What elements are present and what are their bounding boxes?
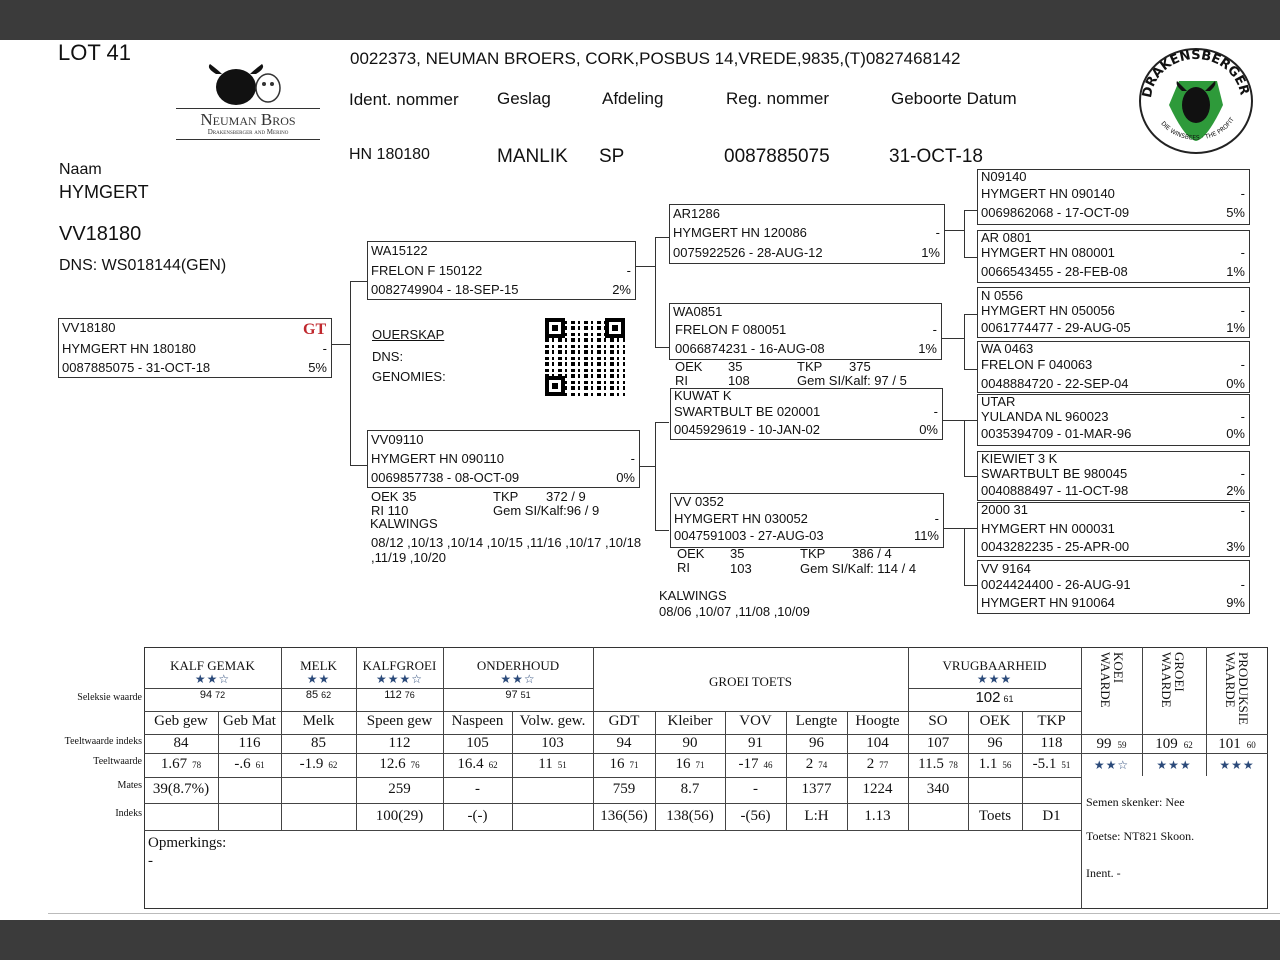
connector: [964, 585, 977, 586]
connector: [964, 314, 977, 315]
table-hline: [144, 777, 1081, 778]
dd-tkp-value: 386 / 4: [852, 546, 892, 561]
connector: [655, 530, 669, 531]
table-hline: [144, 830, 1081, 831]
sd-tkp-label: TKP: [797, 359, 823, 374]
col-header: OEK: [979, 713, 1011, 729]
sd-tkp-value: 375: [849, 359, 871, 374]
gt-badge-icon: GT: [303, 321, 327, 338]
connector: [350, 281, 367, 282]
group-groei_toets: GROEI TOETS: [709, 674, 792, 689]
lot-number: LOT 41: [58, 40, 131, 65]
tw-cell: 1.1 56: [978, 756, 1012, 772]
pedigree-g6: KIEWIET 3 K SWARTBULT BE 980045 - 0040888497 - 11-OCT-98 2%: [977, 451, 1250, 501]
col-header: Kleiber: [667, 713, 713, 729]
tw-indeks-cell: 85: [311, 735, 326, 751]
owner-line: 0022373, NEUMAN BROERS, CORK,POSBUS 14,VREDE,9835,(T)0827468142: [350, 49, 961, 68]
tw-cell: -17 46: [738, 756, 773, 772]
pedigree-g2: AR 0801 HYMGERT HN 080001 - 0066543455 - 28-FEB-08 1%: [977, 230, 1250, 283]
connector: [964, 420, 965, 476]
connector: [655, 237, 656, 347]
group-produksie-waarde: PRODUKSIE WAARDE: [1223, 652, 1251, 725]
tw-cell: 12.6 76: [379, 756, 420, 772]
connector: [945, 230, 964, 231]
sel-melk: 85 62: [305, 689, 332, 701]
col-header: Hoogte: [855, 713, 900, 729]
table-vline: [1206, 734, 1207, 776]
val-ident: HN 180180: [349, 146, 430, 163]
dd-kalwings-values: 08/06 ,10/07 ,11/08 ,10/09: [659, 604, 810, 619]
table-hline: [144, 734, 1268, 735]
tw-cell: 2 74: [805, 756, 828, 772]
row-label-teeltwaarde: Teeltwaarde: [93, 756, 142, 767]
connector: [944, 528, 964, 529]
col-header: SO: [928, 713, 948, 729]
pedigree-self: VV18180 GT HYMGERT HN 180180 - 0087885075 - 31-OCT-18 5%: [58, 318, 332, 378]
table-vline: [908, 753, 909, 830]
table-vline: [443, 647, 444, 753]
row-label-mates: Mates: [117, 780, 142, 791]
ownership-dns: DNS:: [372, 349, 404, 364]
dd-kalwings-label: KALWINGS: [659, 588, 727, 603]
table-vline: [968, 711, 969, 830]
mates-cell: 259: [388, 781, 411, 797]
dam-kalwings-label: KALWINGS: [370, 516, 438, 531]
pedigree-sire: WA15122 FRELON F 150122 - 0082749904 - 18-SEP-15 2%: [367, 241, 636, 300]
tw-cell: -5.1 51: [1032, 756, 1071, 772]
table-hline: [144, 803, 1081, 804]
tw-cell: -1.9 62: [299, 756, 338, 772]
stars-onderhoud-icon: ★★☆: [500, 672, 536, 686]
pedigree-g1: N09140 HYMGERT HN 090140 - 0069862068 - 17-OCT-09 5%: [977, 169, 1250, 225]
waarde-stars-icon: ★★★: [1219, 758, 1255, 772]
connector: [964, 257, 977, 258]
waarde-stars-icon: ★★★: [1156, 758, 1192, 772]
animal-code: VV18180: [59, 223, 142, 245]
qr-code: [545, 318, 625, 396]
sel-vrug: 102 61: [975, 689, 1014, 706]
semen-note: Semen skenker: Nee: [1086, 795, 1185, 809]
mates-cell: -: [475, 781, 480, 797]
tw-cell: 2 77: [866, 756, 889, 772]
mates-cell: -: [753, 781, 758, 797]
waarde-cell: 101 60: [1218, 736, 1256, 752]
col-header: Speen gew: [366, 713, 433, 729]
pedigree-g7: 2000 31 HYMGERT HN 000031 - 0043282235 - 25-APR-00 3%: [977, 502, 1250, 557]
dam-tkp-value: 372 / 9: [546, 489, 586, 504]
sd-ri-label: RI: [675, 373, 688, 388]
col-ident: Ident. nommer: [349, 90, 459, 109]
tw-indeks-cell: 118: [1040, 735, 1063, 751]
indeks-cell: 138(56): [666, 808, 714, 824]
tw-cell: 16 71: [609, 756, 639, 772]
sel-onderhoud: 97 51: [505, 689, 531, 701]
pedigree-dam-sire: KUWAT K SWARTBULT BE 020001 - 0045929619 - 10-JAN-02 0%: [670, 388, 943, 440]
pedigree-g4: WA 0463 FRELON F 040063 - 0048884720 - 22-SEP-04 0%: [977, 341, 1250, 393]
tw-cell: 16 71: [675, 756, 705, 772]
animal-dns: DNS: WS018144(GEN): [59, 257, 227, 274]
col-header: GDT: [608, 713, 640, 729]
dd-oek-value: 35: [730, 546, 745, 561]
dam-gem: Gem SI/Kalf:96 / 9: [493, 503, 600, 518]
group-kalf_gemak: KALF GEMAK: [170, 658, 255, 673]
table-vline: [356, 753, 357, 830]
opmerkings-label: Opmerkings:: [148, 835, 227, 851]
dd-oek-label: OEK: [677, 546, 705, 561]
pedigree-g3: N 0556 HYMGERT HN 050056 - 0061774477 - 29-AUG-05 1%: [977, 287, 1250, 338]
pedigree-dam-dam: VV 0352 HYMGERT HN 030052 - 0047591003 - 27-AUG-03 11%: [670, 493, 944, 548]
tw-indeks-cell: 96: [987, 735, 1003, 751]
indeks-cell: -(-): [467, 808, 488, 824]
table-vline: [218, 711, 219, 830]
group-koei-waarde: KOEI WAARDE: [1098, 652, 1126, 708]
val-geslag: MANLIK: [497, 146, 568, 167]
indeks-cell: 1.13: [864, 808, 891, 824]
tw-cell: 16.4 62: [457, 756, 498, 772]
col-header: Geb Mat: [223, 713, 276, 729]
col-header: Geb gew: [154, 713, 208, 729]
table-vline: [443, 753, 444, 830]
col-header: TKP: [1037, 713, 1066, 729]
col-header: Lengte: [795, 713, 838, 729]
dam-ri: RI 110: [371, 503, 409, 518]
col-geboorte: Geboorte Datum: [891, 89, 1017, 108]
connector: [964, 528, 965, 585]
row-label-indeks: Teeltwaarde indeks: [64, 736, 142, 747]
connector: [964, 369, 977, 370]
connector: [636, 266, 655, 267]
connector: [655, 237, 669, 238]
connector: [655, 422, 656, 530]
connector: [964, 420, 977, 421]
dam-oek: OEK 35: [371, 489, 417, 504]
table-hline: [144, 753, 1268, 754]
mates-cell: 8.7: [680, 781, 700, 797]
top-bar: [0, 0, 1280, 40]
opmerkings-value: -: [148, 853, 153, 869]
animal-name: HYMGERT: [59, 182, 149, 202]
waarde-cell: 109 62: [1155, 736, 1193, 752]
sel-kalf_gemak: 94 72: [199, 689, 226, 701]
indeks-cell: 100(29): [375, 808, 424, 824]
table-vline: [847, 711, 848, 830]
table-vline: [593, 753, 594, 830]
tw-indeks-cell: 103: [541, 735, 564, 751]
stars-kalfgroei-icon: ★★★☆: [375, 672, 424, 686]
mates-cell: 1224: [862, 781, 893, 797]
tw-indeks-cell: 84: [173, 735, 189, 751]
group-groei-waarde: GROEI WAARDE: [1159, 652, 1187, 708]
ownership-genomies: GENOMIES:: [372, 369, 446, 384]
tw-indeks-cell: 104: [866, 735, 889, 751]
dam-tkp-label: TKP: [493, 489, 519, 504]
col-header: VOV: [739, 713, 772, 729]
dam-kalwings-line2: ,11/19 ,10/20: [371, 550, 446, 565]
sd-oek-value: 35: [728, 359, 743, 374]
row-label-seleksie: Seleksie waarde: [77, 692, 142, 703]
table-vline: [512, 711, 513, 830]
stars-vrugbaarheid-icon: ★★★: [976, 672, 1013, 686]
drakensberger-logo: [1137, 47, 1255, 155]
dd-ri-value: 103: [730, 561, 752, 576]
mates-cell: 759: [612, 781, 636, 797]
table-hline: [908, 688, 1081, 689]
dd-tkp-label: TKP: [800, 546, 826, 561]
neuman-bros-logo: [176, 62, 320, 144]
indeks-cell: -(56): [740, 808, 771, 824]
mates-cell: 340: [926, 781, 950, 797]
connector: [964, 476, 977, 477]
toetse-note: Toetse: NT821 Skoon.: [1086, 829, 1195, 843]
logo-title: Neuman Bros: [200, 110, 296, 129]
tw-cell: 11.5 78: [918, 756, 958, 772]
logo-ring-text: DIE WINSBEES · THE PROFIT: [1159, 116, 1236, 142]
connector: [350, 465, 367, 466]
connector: [964, 210, 965, 257]
tw-indeks-cell: 91: [748, 735, 763, 751]
stars-melk-icon: ★★: [306, 672, 331, 686]
table-vline: [281, 647, 282, 753]
indeks-cell: Toets: [978, 808, 1012, 824]
sd-oek-label: OEK: [675, 359, 703, 374]
table-vline: [1081, 753, 1082, 909]
table-vline: [1022, 711, 1023, 830]
table-hline: [144, 711, 1081, 712]
pedigree-dam: VV09110 HYMGERT HN 090110 - 0069857738 - 08-OCT-09 0%: [367, 430, 640, 488]
mates-cell: 39(8.7%): [152, 781, 210, 797]
val-geboorte: 31-OCT-18: [889, 146, 983, 167]
table-vline: [786, 711, 787, 830]
waarde-cell: 99 59: [1096, 736, 1127, 752]
group-kalfgroei: KALFGROEI: [362, 658, 437, 673]
col-reg: Reg. nommer: [726, 89, 829, 108]
table-vline: [1142, 734, 1143, 776]
pedigree-sire-sire: AR1286 HYMGERT HN 120086 - 0075922526 - 28-AUG-12 1%: [669, 204, 945, 264]
bottom-rule: [48, 913, 1280, 914]
col-afdeling: Afdeling: [602, 89, 664, 108]
row-label-indeks2: Indeks: [115, 808, 142, 819]
dd-gem: Gem SI/Kalf: 114 / 4: [800, 561, 917, 576]
tw-indeks-cell: 112: [388, 735, 411, 751]
inent-note: Inent. -: [1086, 866, 1121, 880]
table-vline: [655, 711, 656, 830]
table-vline: [1081, 647, 1082, 753]
col-geslag: Geslag: [497, 89, 551, 108]
indeks-cell: D1: [1042, 808, 1061, 824]
group-vrugbaarheid: VRUGBAARHEID: [942, 658, 1047, 673]
tw-indeks-cell: 90: [682, 735, 698, 751]
connector: [655, 422, 669, 423]
sd-gem: Gem SI/Kalf: 97 / 5: [797, 373, 907, 388]
connector: [964, 210, 977, 211]
tw-indeks-cell: 107: [926, 735, 950, 751]
table-vline: [725, 711, 726, 830]
pedigree-g8: VV 9164 0024424400 - 26-AUG-91 - HYMGERT HN 910064 9%: [977, 560, 1250, 614]
tw-indeks-cell: 94: [616, 735, 632, 751]
dd-ri-label: RI: [677, 560, 690, 575]
group-onderhoud: ONDERHOUD: [476, 658, 560, 673]
connector: [942, 338, 964, 339]
table-vline: [281, 753, 282, 830]
tw-indeks-cell: 105: [466, 735, 489, 751]
naam-label: Naam: [59, 161, 102, 178]
tw-indeks-cell: 116: [238, 735, 261, 751]
connector: [350, 281, 351, 465]
pedigree-g5: UTAR YULANDA NL 960023 - 0035394709 - 01-MAR-96 0%: [977, 394, 1250, 446]
table-vline: [356, 647, 357, 753]
col-header: Melk: [302, 713, 335, 729]
stars-kalf_gemak-icon: ★★☆: [194, 672, 231, 686]
sd-ri-value: 108: [728, 373, 750, 388]
waarde-stars-icon: ★★☆: [1093, 758, 1130, 772]
group-melk: MELK: [300, 658, 337, 673]
col-header: Naspeen: [451, 713, 504, 729]
logo-subtitle: Drakensberger and Merino: [207, 128, 289, 136]
table-vline: [593, 647, 594, 753]
connector: [640, 466, 655, 467]
indeks-cell: 136(56): [600, 808, 648, 824]
connector: [655, 347, 669, 348]
bottom-bar: [0, 920, 1280, 960]
dam-kalwings-line1: 08/12 ,10/13 ,10/14 ,10/15 ,11/16 ,10/17 ,10/18: [371, 535, 642, 550]
connector: [332, 344, 350, 345]
col-header: Volw. gew.: [519, 713, 586, 729]
bull-head-icon: [176, 62, 320, 108]
val-reg: 0087885075: [724, 146, 830, 167]
tw-indeks-cell: 96: [809, 735, 824, 751]
table-vline: [908, 647, 909, 753]
val-afdeling: SP: [599, 146, 625, 167]
indeks-cell: L:H: [804, 808, 829, 824]
connector: [943, 420, 964, 421]
tw-cell: 1.67 78: [160, 756, 202, 772]
mates-cell: 1377: [801, 781, 832, 797]
table-hline: [144, 688, 593, 689]
pedigree-sire-dam: WA0851 FRELON F 080051 - 0066874231 - 16-AUG-08 1%: [669, 303, 942, 360]
connector: [964, 528, 977, 529]
tw-cell: 11 51: [538, 756, 567, 772]
tw-cell: -.6 61: [234, 756, 265, 772]
connector: [964, 314, 965, 369]
logo-arc-text: DRAKENSBERGER: [1139, 47, 1252, 100]
sel-kalfgroei: 112 76: [384, 689, 415, 701]
ouerskap-title: OUERSKAP: [372, 327, 445, 342]
